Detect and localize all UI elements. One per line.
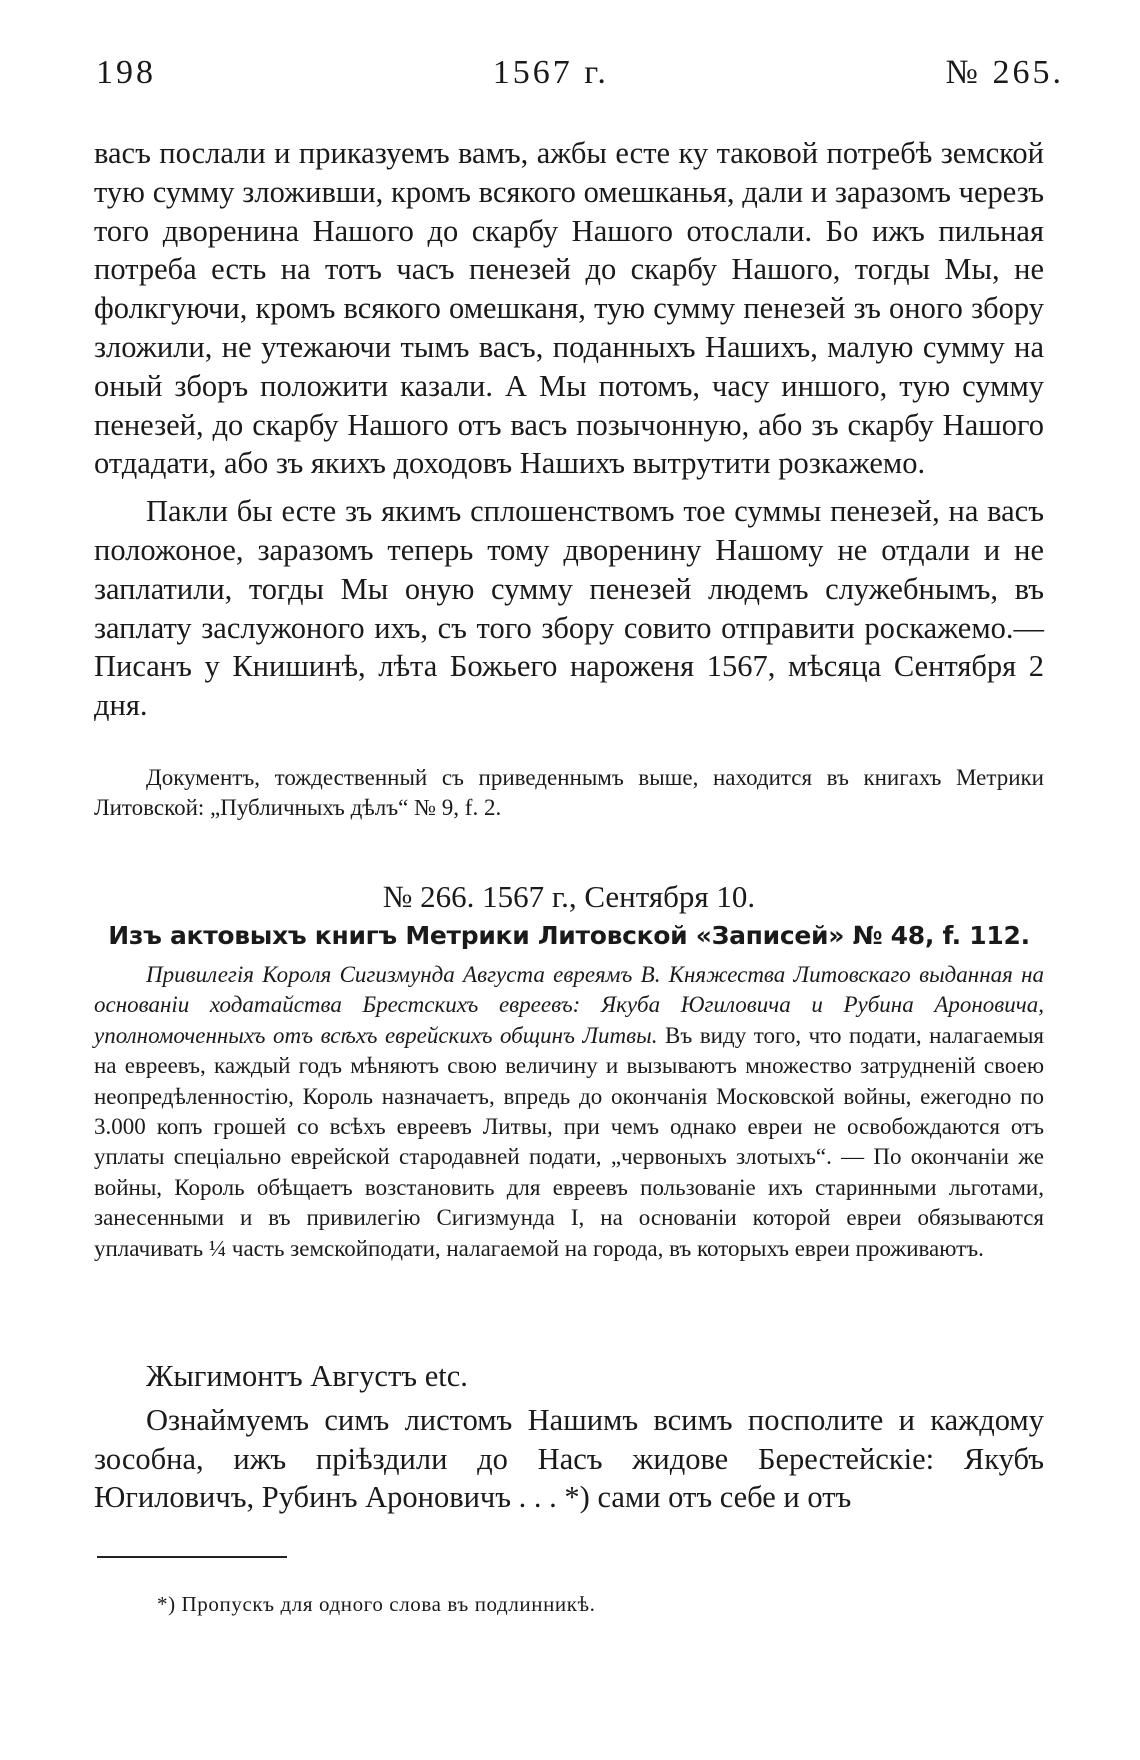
- summary-plain: Въ виду того, что подати, налагаемыя на евреевъ, каждый годъ мѣняютъ свою величину и вызываютъ множество затрудненій своею неопредѣленностію, Король назначаетъ, впредь до окончанія Московской войны, ежегодно по 3.000 копъ грошей со всѣхъ евреевъ Литвы, при чемъ однако евреи не освобождаются отъ уплаты спеціально еврейской стародавней подати, „червоныхъ злотыхъ“. — По окончаніи же войны, Король обѣщаетъ возстановить для евреевъ пользованіе ихъ старинными льготами, занесенными и въ привилегію Сигизмунда I, на основаніи которой евреи обязываются уплачивать ¼ часть земскойподати, налагаемой на города, въ которыхъ евреи проживаютъ.: [94, 1022, 1044, 1261]
- document-265-note: [94, 763, 1044, 824]
- footnote-divider: [97, 1556, 287, 1558]
- note-text: Документъ, тождественный съ приведеннымъ выше, находится въ книгахъ Метрики Литовской: „Публичныхъ дѣлъ“ № 9, f. 2.: [94, 765, 1044, 821]
- document-266-text: [94, 1357, 1044, 1517]
- greeting-line: Жыгимонтъ Августъ etc.: [146, 1359, 468, 1393]
- document-266-heading: [94, 877, 1044, 955]
- paragraph-continued: васъ послали и приказуемъ вамъ, ажбы есте ку таковой потребѣ земской тую сумму зложивши, кромъ всякого омешканья, дали и заразомъ черезъ того дворенина Нашого до скарбу Нашого отослали. Бо ижъ пильная потреба есть на тотъ часъ пенезей до скарбу Нашого, тогды Мы, не фолкгуючи, кромъ всякого омешканя, тую сумму пенезей зъ оного збору зложили, не утежаючи тымъ васъ, поданныхъ Нашихъ, малую сумму на оный зборъ положити казали. А Мы потомъ, часу иншого, тую сумму пенезей, до скарбу Нашого отъ васъ позычонную, або зъ скарбу Нашого отдадати, або зъ якихъ доходовъ Нашихъ вытрутити розкажемо.: [94, 136, 1044, 481]
- privilege-text: Ознаймуемъ симъ листомъ Нашимъ всимъ посполите и каждому зособна, ижъ пріѣздили до Насъ жидове Берестейскіе: Якубъ Югиловичъ, Рубинъ Ароновичъ . . . *) сами отъ себе и отъ: [94, 1402, 1044, 1515]
- header-year: 1567 г.: [492, 54, 609, 91]
- page-number: 198: [96, 54, 156, 91]
- document-266-summary: [94, 960, 1044, 1264]
- paragraph-2: Пакли бы есте зъ якимъ сплошенствомъ тое суммы пенезей, на васъ положоное, заразомъ теперь тому дворенину Нашому не отдали и не заплатили, тогды Мы оную сумму пенезей людемъ служебнымъ, въ заплату заслужоного ихъ, съ того збору совито отправити роскажемо.—Писанъ у Книшинѣ, лѣта Божьего нароженя 1567, мѣсяца Сентября 2 дня.: [94, 494, 1044, 723]
- page-header: [96, 54, 1064, 92]
- document-266-title: № 266. 1567 г., Сентября 10.: [382, 879, 756, 914]
- document-266-source: Изъ актовыхъ книгъ Метрики Литовской «Записей» № 48, f. 112.: [108, 921, 1030, 950]
- header-doc-number: № 265.: [945, 54, 1064, 91]
- document-265-text: [94, 134, 1044, 725]
- summary-italic: Привилегія Короля Сигизмунда Августа евреямъ В. Княжества Литовскаго выданная на основаніи ходатайства Брестскихъ евреевъ: Якуба Югиловича и Рубина Ароновича, уполномоченныхъ отъ всѣхъ еврейскихъ общинъ Литвы.: [94, 962, 1044, 1048]
- footnote: *) Пропускъ для одного слова въ подлинникѣ.: [157, 1592, 596, 1616]
